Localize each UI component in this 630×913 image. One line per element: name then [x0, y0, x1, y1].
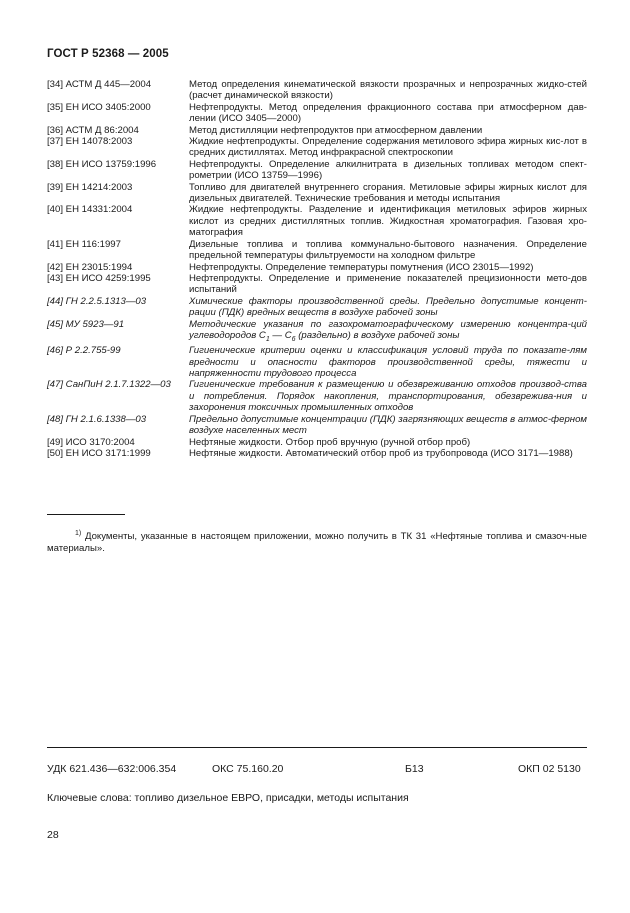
reference-title: Методические указания по газохроматографическому измерению концентра-ций углеводородов $С_1$ — $С_6$ (раздельно) в воздухе рабочей зоны — [189, 318, 587, 343]
reference-item — [47, 159, 587, 182]
footnote — [47, 528, 587, 555]
reference-item — [47, 102, 587, 125]
reference-code: [45] МУ 5923—91 — [47, 318, 125, 330]
reference-code: [44] ГН 2.2.5.1313—03 — [47, 295, 147, 307]
reference-title: Гигиенические критерии оценки и классификация условий труда по показате-лям вредности и опасности факторов производственной среды, тяжести и напряженности трудового процесса — [189, 345, 587, 380]
page-number: 28 — [47, 829, 59, 841]
reference-code: [49] ИСО 3170:2004 — [47, 436, 135, 448]
udk-code: УДК 621.436—632:006.354 — [47, 763, 177, 775]
reference-item — [47, 448, 587, 459]
reference-title: Нефтепродукты. Определение и применение показателей прецизионности мето-дов испытаний — [189, 272, 587, 296]
reference-code: [39] ЕН 14214:2003 — [47, 181, 133, 193]
reference-code: [37] ЕН 14078:2003 — [47, 136, 133, 148]
keywords: Ключевые слова: топливо дизельное ЕВРО, присадки, методы испытания — [47, 792, 409, 804]
reference-title: Нефтяные жидкости. Отбор проб вручную (ручной отбор проб) — [189, 436, 471, 448]
reference-title: Нефтепродукты. Определение алкилнитрата в дизельных топливах методом спект-рометрии (ИСО 13759—1996) — [189, 158, 587, 182]
reference-code: [42] ЕН 23015:1994 — [47, 261, 133, 273]
reference-item — [47, 379, 587, 413]
reference-item — [47, 136, 587, 159]
reference-item — [47, 273, 587, 296]
reference-code: [47] СанПиН 2.1.7.1322—03 — [47, 379, 171, 391]
reference-code: [40] ЕН 14331:2004 — [47, 204, 133, 216]
reference-title: Жидкие нефтепродукты. Разделение и идентификация метиловых эфиров жирных кислот из средних дистиллятных топлив. Жидкостная хроматография. Газовая хро-матография — [189, 204, 587, 239]
reference-code: [41] ЕН 116:1997 — [47, 238, 121, 250]
bottom-divider — [47, 747, 587, 748]
reference-item — [47, 204, 587, 238]
reference-item — [47, 262, 587, 273]
reference-item — [47, 239, 587, 262]
reference-code: [35] ЕН ИСО 3405:2000 — [47, 101, 151, 113]
reference-item — [47, 296, 587, 319]
reference-title: Топливо для двигателей внутреннего сгорания. Метиловые эфиры жирных кислот для дизельных двигателей. Технические требования и методы испытания — [189, 181, 587, 205]
footnote-text: Документы, указанные в настоящем приложении, можно получить в ТК 31 «Нефтяные топлива и смазоч-ные материалы». — [47, 531, 587, 555]
reference-code: [34] АСТМ Д 445—2004 — [47, 79, 152, 90]
reference-title: Метод определения кинематической вязкости прозрачных и непрозрачных жидко-стей (расчет динамической вязкости) — [189, 79, 587, 102]
reference-code: [48] ГН 2.1.6.1338—03 — [47, 413, 147, 425]
reference-item — [47, 414, 587, 437]
footnote-marker: 1) — [75, 530, 82, 537]
reference-title: Нефтепродукты. Метод определения фракционного состава при атмосферном дав-лении (ИСО 3405—2000) — [189, 101, 587, 125]
okp-code: ОКП 02 5130 — [518, 763, 581, 775]
group-code: Б13 — [405, 763, 424, 775]
reference-title: Дизельные топлива и топлива коммунально-бытового назначения. Определение предельной температуры фильтруемости на холодном фильтре — [189, 238, 587, 262]
oks-code: ОКС 75.160.20 — [212, 763, 284, 775]
footnote-divider — [47, 514, 125, 515]
reference-code: [50] ЕН ИСО 3171:1999 — [47, 447, 151, 459]
reference-title: Метод дистилляции нефтепродуктов при атмосферном давлении — [189, 124, 483, 136]
document-header: ГОСТ Р 52368 — 2005 — [47, 48, 169, 60]
reference-item — [47, 125, 587, 136]
reference-code: [38] ЕН ИСО 13759:1996 — [47, 158, 157, 170]
reference-item — [47, 319, 587, 346]
reference-item — [47, 345, 587, 379]
reference-title: Нефтепродукты. Определение температуры помутнения (ИСО 23015—1992) — [189, 261, 534, 273]
reference-item — [47, 79, 587, 102]
reference-title: Нефтяные жидкости. Автоматический отбор проб из трубопровода (ИСО 3171—1988) — [189, 447, 573, 459]
reference-title: Гигиенические требования к размещению и обезвреживанию отходов производ-ства и потребления. Порядок накопления, транспортирования, обезврежива-ния и захоронения токсичных промышленных отходов — [189, 379, 587, 414]
reference-code: [46] Р 2.2.755-99 — [47, 345, 121, 357]
reference-code: [36] АСТМ Д 86:2004 — [47, 124, 139, 136]
reference-item — [47, 437, 587, 448]
reference-list — [47, 79, 587, 459]
reference-title: Химические факторы производственной среды. Предельно допустимые концент-рации (ПДК) вредных веществ в воздухе рабочей зоны — [189, 295, 587, 319]
reference-title: Жидкие нефтепродукты. Определение содержания метилового эфира жирных кис-лот в средних дистиллятах. Метод инфракрасной спектроскопии — [189, 136, 587, 159]
reference-code: [43] ЕН ИСО 4259:1995 — [47, 272, 151, 284]
reference-title: Предельно допустимые концентрации (ПДК) загрязняющих веществ в атмос-ферном воздухе населенных мест — [189, 413, 587, 437]
reference-item — [47, 182, 587, 205]
